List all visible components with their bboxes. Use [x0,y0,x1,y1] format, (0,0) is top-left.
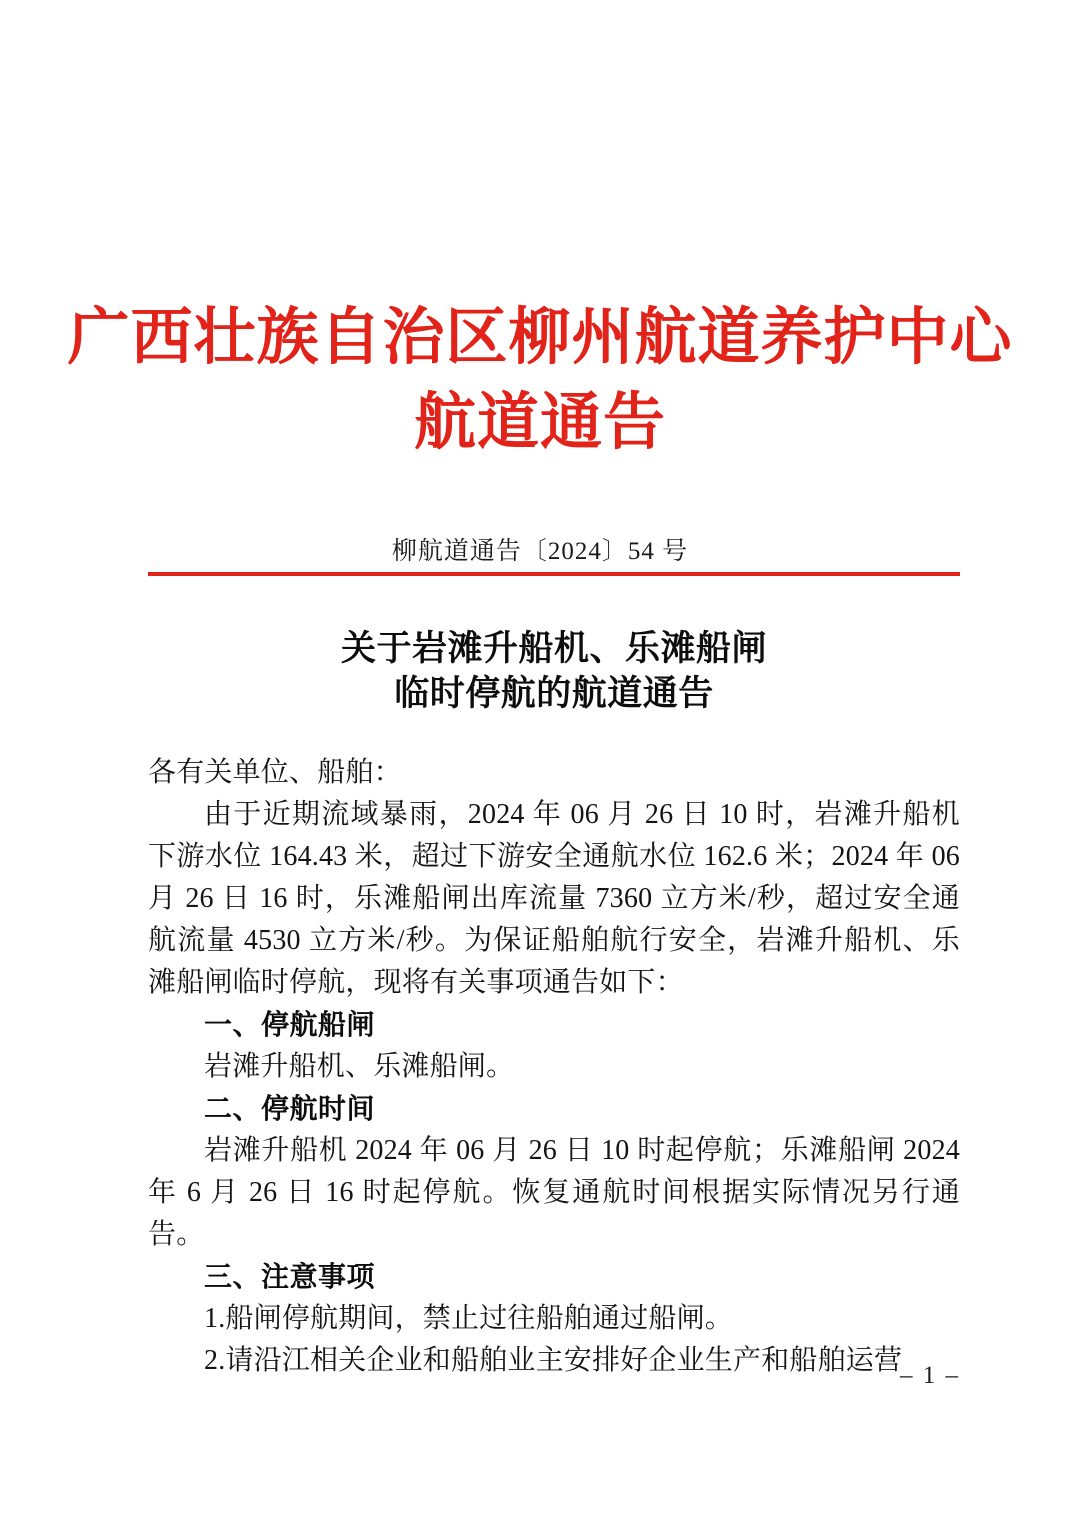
notice-item-2: 2.请沿江相关企业和船舶业主安排好企业生产和船舶运营 [204,1345,903,1376]
salutation: 各有关单位、船舶： [148,757,402,788]
section-heading-2: 二、停航时间 [204,1093,376,1124]
section-body-2: 岩滩升船机 2024 年 06 月 26 日 10 时起停航；乐滩船闸 2024 年 6 月 26 日 16 时起停航。恢复通航时间根据实际情况另行通告。 [148,1135,960,1250]
subject-heading [148,626,960,716]
masthead [0,296,1080,466]
masthead-document-type-line: 航道通告 [413,389,666,457]
document-body [148,752,960,1382]
page-number: – 1 – [900,1362,960,1389]
section-heading-3: 三、注意事项 [204,1261,376,1292]
section-body-1: 岩滩升船机、乐滩船闸。 [204,1051,515,1082]
notice-item-1: 1.船闸停航期间，禁止过往船舶通过船闸。 [204,1303,734,1334]
subject-heading-line-2: 临时停航的航道通告 [394,674,714,713]
subject-heading-line-1: 关于岩滩升船机、乐滩船闸 [340,629,767,668]
section-heading-1: 一、停航船闸 [204,1009,376,1040]
masthead-organization-line: 广西壮族自治区柳州航道养护中心 [67,304,1013,372]
document-serial-number: 柳航道通告〔2024〕54 号 [391,538,689,565]
opening-paragraph: 由于近期流域暴雨，2024 年 06 月 26 日 10 时，岩滩升船机下游水位 164.43 米，超过下游安全通航水位 162.6 米；2024 年 06 月 26 日 16 时，乐滩船闸出库流量 7360 立方米/秒，超过安全通航流量 4530 立方米/秒。为保证船舶航行安全，岩滩升船机、乐滩船闸临时停航，现将有关事项通告如下： [148,799,960,998]
red-separator-rule [148,572,960,576]
